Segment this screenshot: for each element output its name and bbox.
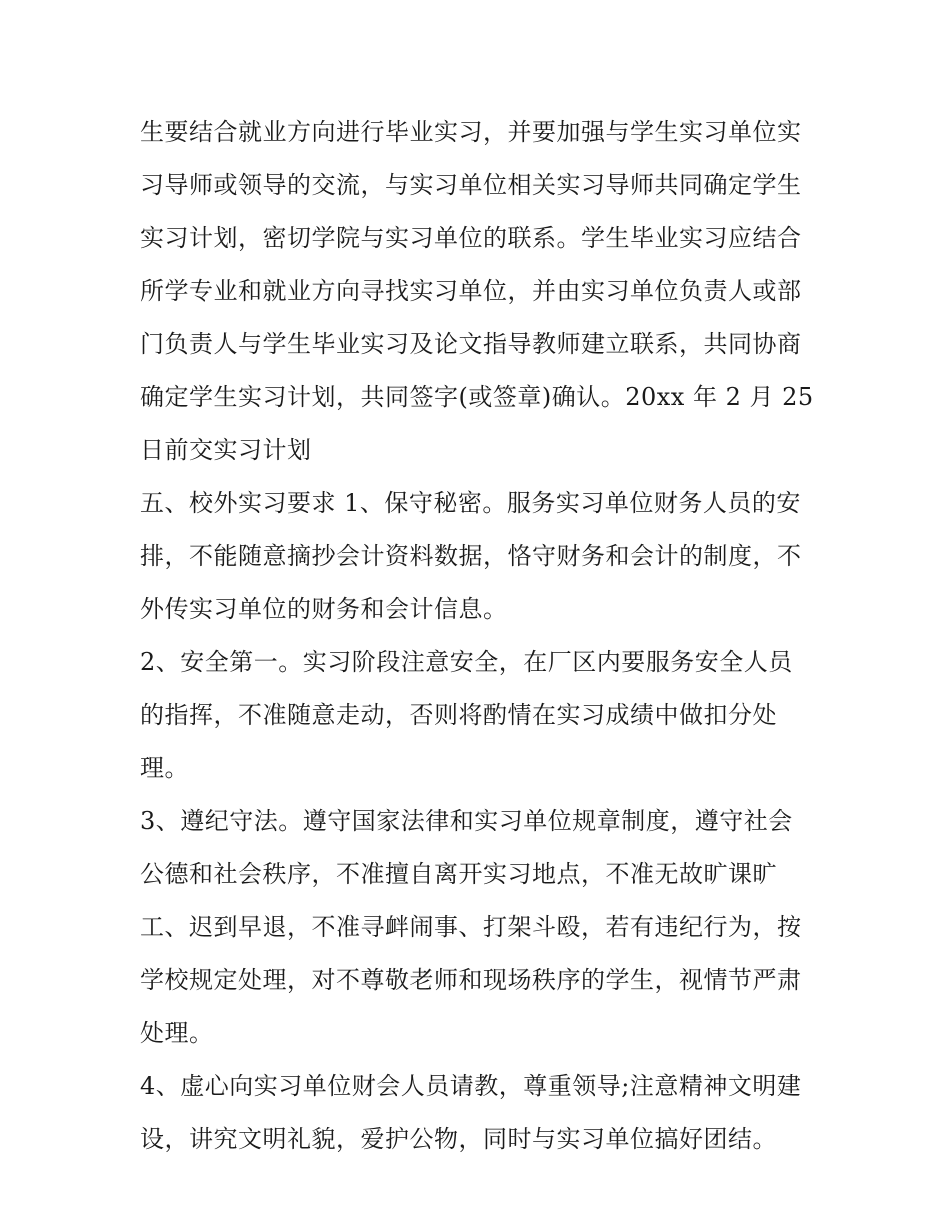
document-body — [140, 106, 820, 1166]
text-line: 学校规定处理，对不尊敬老师和现场秩序的学生，视情节严肃 — [140, 966, 802, 994]
text-line: 日前交实习计划 — [140, 436, 312, 464]
text-line: 门负责人与学生毕业实习及论文指导教师建立联系，共同协商 — [140, 330, 802, 358]
text-line: 2、安全第一。实习阶段注意安全，在厂区内要服务安全人员 — [140, 648, 793, 676]
text-line: 3、遵纪守法。遵守国家法律和实习单位规章制度，遵守社会 — [140, 807, 793, 835]
text-line: 4、虚心向实习单位财会人员请教，尊重领导;注意精神文明建 — [140, 1072, 802, 1100]
text-line: 外传实习单位的财务和会计信息。 — [140, 595, 508, 623]
text-line: 确定学生实习计划，共同签字(或签章)确认。20xx 年 2 月 25 — [140, 383, 814, 411]
text-line: 理。 — [140, 754, 189, 782]
text-line: 生要结合就业方向进行毕业实习，并要加强与学生实习单位实 — [140, 118, 802, 146]
text-line: 五、校外实习要求 1、保守秘密。服务实习单位财务人员的安 — [140, 489, 801, 517]
text-line: 排，不能随意摘抄会计资料数据，恪守财务和会计的制度，不 — [140, 542, 802, 570]
text-line: 实习计划，密切学院与实习单位的联系。学生毕业实习应结合 — [140, 224, 802, 252]
text-line: 习导师或领导的交流，与实习单位相关实习导师共同确定学生 — [140, 171, 802, 199]
text-line: 处理。 — [140, 1019, 214, 1047]
text-line: 的指挥，不准随意走动，否则将酌情在实习成绩中做扣分处 — [140, 701, 777, 729]
text-line: 公德和社会秩序，不准擅自离开实习地点，不准无故旷课旷 — [140, 860, 777, 888]
text-line: 设，讲究文明礼貌，爱护公物，同时与实习单位搞好团结。 — [140, 1125, 777, 1153]
text-line: 所学专业和就业方向寻找实习单位，并由实习单位负责人或部 — [140, 277, 802, 305]
text-line: 工、迟到早退，不准寻衅闹事、打架斗殴，若有违纪行为，按 — [140, 913, 802, 941]
